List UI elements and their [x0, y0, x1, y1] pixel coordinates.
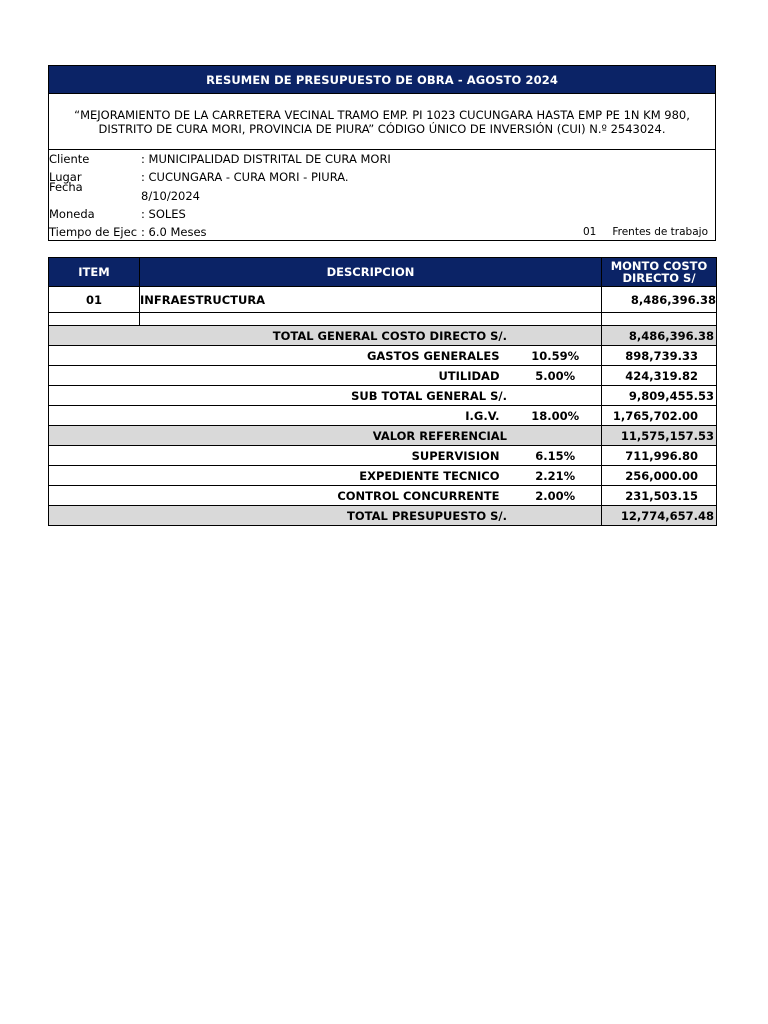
control-percent: 2.00%	[510, 486, 602, 506]
lugar-value: : CUCUNGARA - CURA MORI - PIURA.	[141, 170, 349, 184]
summary-expediente-row	[49, 466, 717, 486]
blank-cell	[140, 313, 602, 326]
frentes-number: 01	[582, 226, 597, 238]
info-row-moneda	[49, 205, 715, 223]
table-row	[49, 287, 717, 313]
table-row-blank	[49, 313, 717, 326]
document-title: RESUMEN DE PRESUPUESTO DE OBRA - AGOSTO 2024	[49, 66, 715, 94]
total-presupuesto-value: 12,774,657.48	[602, 506, 717, 526]
summary-total-presupuesto-row	[49, 506, 717, 526]
supervision-percent: 6.15%	[510, 446, 602, 466]
control-value: 231,503.15	[602, 486, 717, 506]
blank-cell	[49, 313, 140, 326]
project-description-line-1: “MEJORAMIENTO DE LA CARRETERA VECINAL TRAMO EMP. PI 1023 CUCUNGARA HASTA EMP PE 1N KM 980,	[74, 107, 690, 122]
info-row-cliente	[49, 150, 715, 168]
project-description-line-2: DISTRITO DE CURA MORI, PROVINCIA DE PIURA” CÓDIGO ÚNICO DE INVERSIÓN (CUI) N.º 2543024.	[98, 121, 666, 136]
col-header-item: ITEM	[49, 258, 140, 287]
col-header-descripcion: DESCRIPCION	[140, 258, 602, 287]
igv-percent: 18.00%	[510, 406, 602, 426]
expediente-label: EXPEDIENTE TECNICO	[49, 466, 510, 486]
supervision-value: 711,996.80	[602, 446, 717, 466]
blank-cell	[602, 313, 717, 326]
expediente-value: 256,000.00	[602, 466, 717, 486]
table-header-row	[49, 258, 717, 287]
summary-valor-referencial-row	[49, 426, 717, 446]
utilidad-value: 424,319.82	[602, 366, 717, 386]
utilidad-percent: 5.00%	[510, 366, 602, 386]
gastos-value: 898,739.33	[602, 346, 717, 366]
item-description: INFRAESTRUCTURA	[140, 287, 602, 313]
item-amount: 8,486,396.38	[602, 287, 717, 313]
lugar-label: Lugar	[49, 170, 82, 184]
control-label: CONTROL CONCURRENTE	[49, 486, 510, 506]
summary-total-directo-row	[49, 326, 717, 346]
col-header-monto-line-1: MONTO COSTO	[610, 259, 708, 273]
expediente-percent: 2.21%	[510, 466, 602, 486]
summary-gastos-row	[49, 346, 717, 366]
info-row-fecha	[49, 187, 715, 205]
summary-control-row	[49, 486, 717, 506]
col-header-monto-line-2: DIRECTO S/	[622, 271, 696, 285]
total-directo-value: 8,486,396.38	[602, 326, 717, 346]
tiempo-label: Tiempo de Ejec	[49, 225, 138, 239]
info-row-tiempo	[49, 223, 715, 241]
budget-header-box	[48, 65, 716, 241]
igv-value: 1,765,702.00	[602, 406, 717, 426]
fecha-label: Fecha	[49, 180, 83, 194]
gastos-percent: 10.59%	[510, 346, 602, 366]
subtotal-label: SUB TOTAL GENERAL S/.	[49, 386, 602, 406]
project-info	[49, 150, 715, 242]
budget-table	[48, 257, 717, 526]
summary-utilidad-row	[49, 366, 717, 386]
cliente-value: : MUNICIPALIDAD DISTRITAL DE CURA MORI	[141, 152, 391, 166]
tiempo-value: : 6.0 Meses	[141, 225, 207, 239]
valor-referencial-label: VALOR REFERENCIAL	[49, 426, 602, 446]
gastos-label: GASTOS GENERALES	[49, 346, 510, 366]
item-number: 01	[49, 287, 140, 313]
cliente-label: Cliente	[49, 152, 90, 166]
supervision-label: SUPERVISION	[49, 446, 510, 466]
summary-supervision-row	[49, 446, 717, 466]
utilidad-label: UTILIDAD	[49, 366, 510, 386]
frentes-label: Frentes de trabajo	[612, 226, 708, 238]
igv-label: I.G.V.	[49, 406, 510, 426]
summary-subtotal-row	[49, 386, 717, 406]
total-presupuesto-label: TOTAL PRESUPUESTO S/.	[49, 506, 602, 526]
project-description	[49, 94, 715, 150]
moneda-value: : SOLES	[141, 207, 186, 221]
moneda-label: Moneda	[49, 207, 95, 221]
subtotal-value: 9,809,455.53	[602, 386, 717, 406]
frentes-de-trabajo	[583, 223, 708, 241]
summary-igv-row	[49, 406, 717, 426]
col-header-monto	[602, 258, 717, 287]
valor-referencial-value: 11,575,157.53	[602, 426, 717, 446]
total-directo-label: TOTAL GENERAL COSTO DIRECTO S/.	[49, 326, 602, 346]
fecha-value: 8/10/2024	[141, 189, 200, 203]
